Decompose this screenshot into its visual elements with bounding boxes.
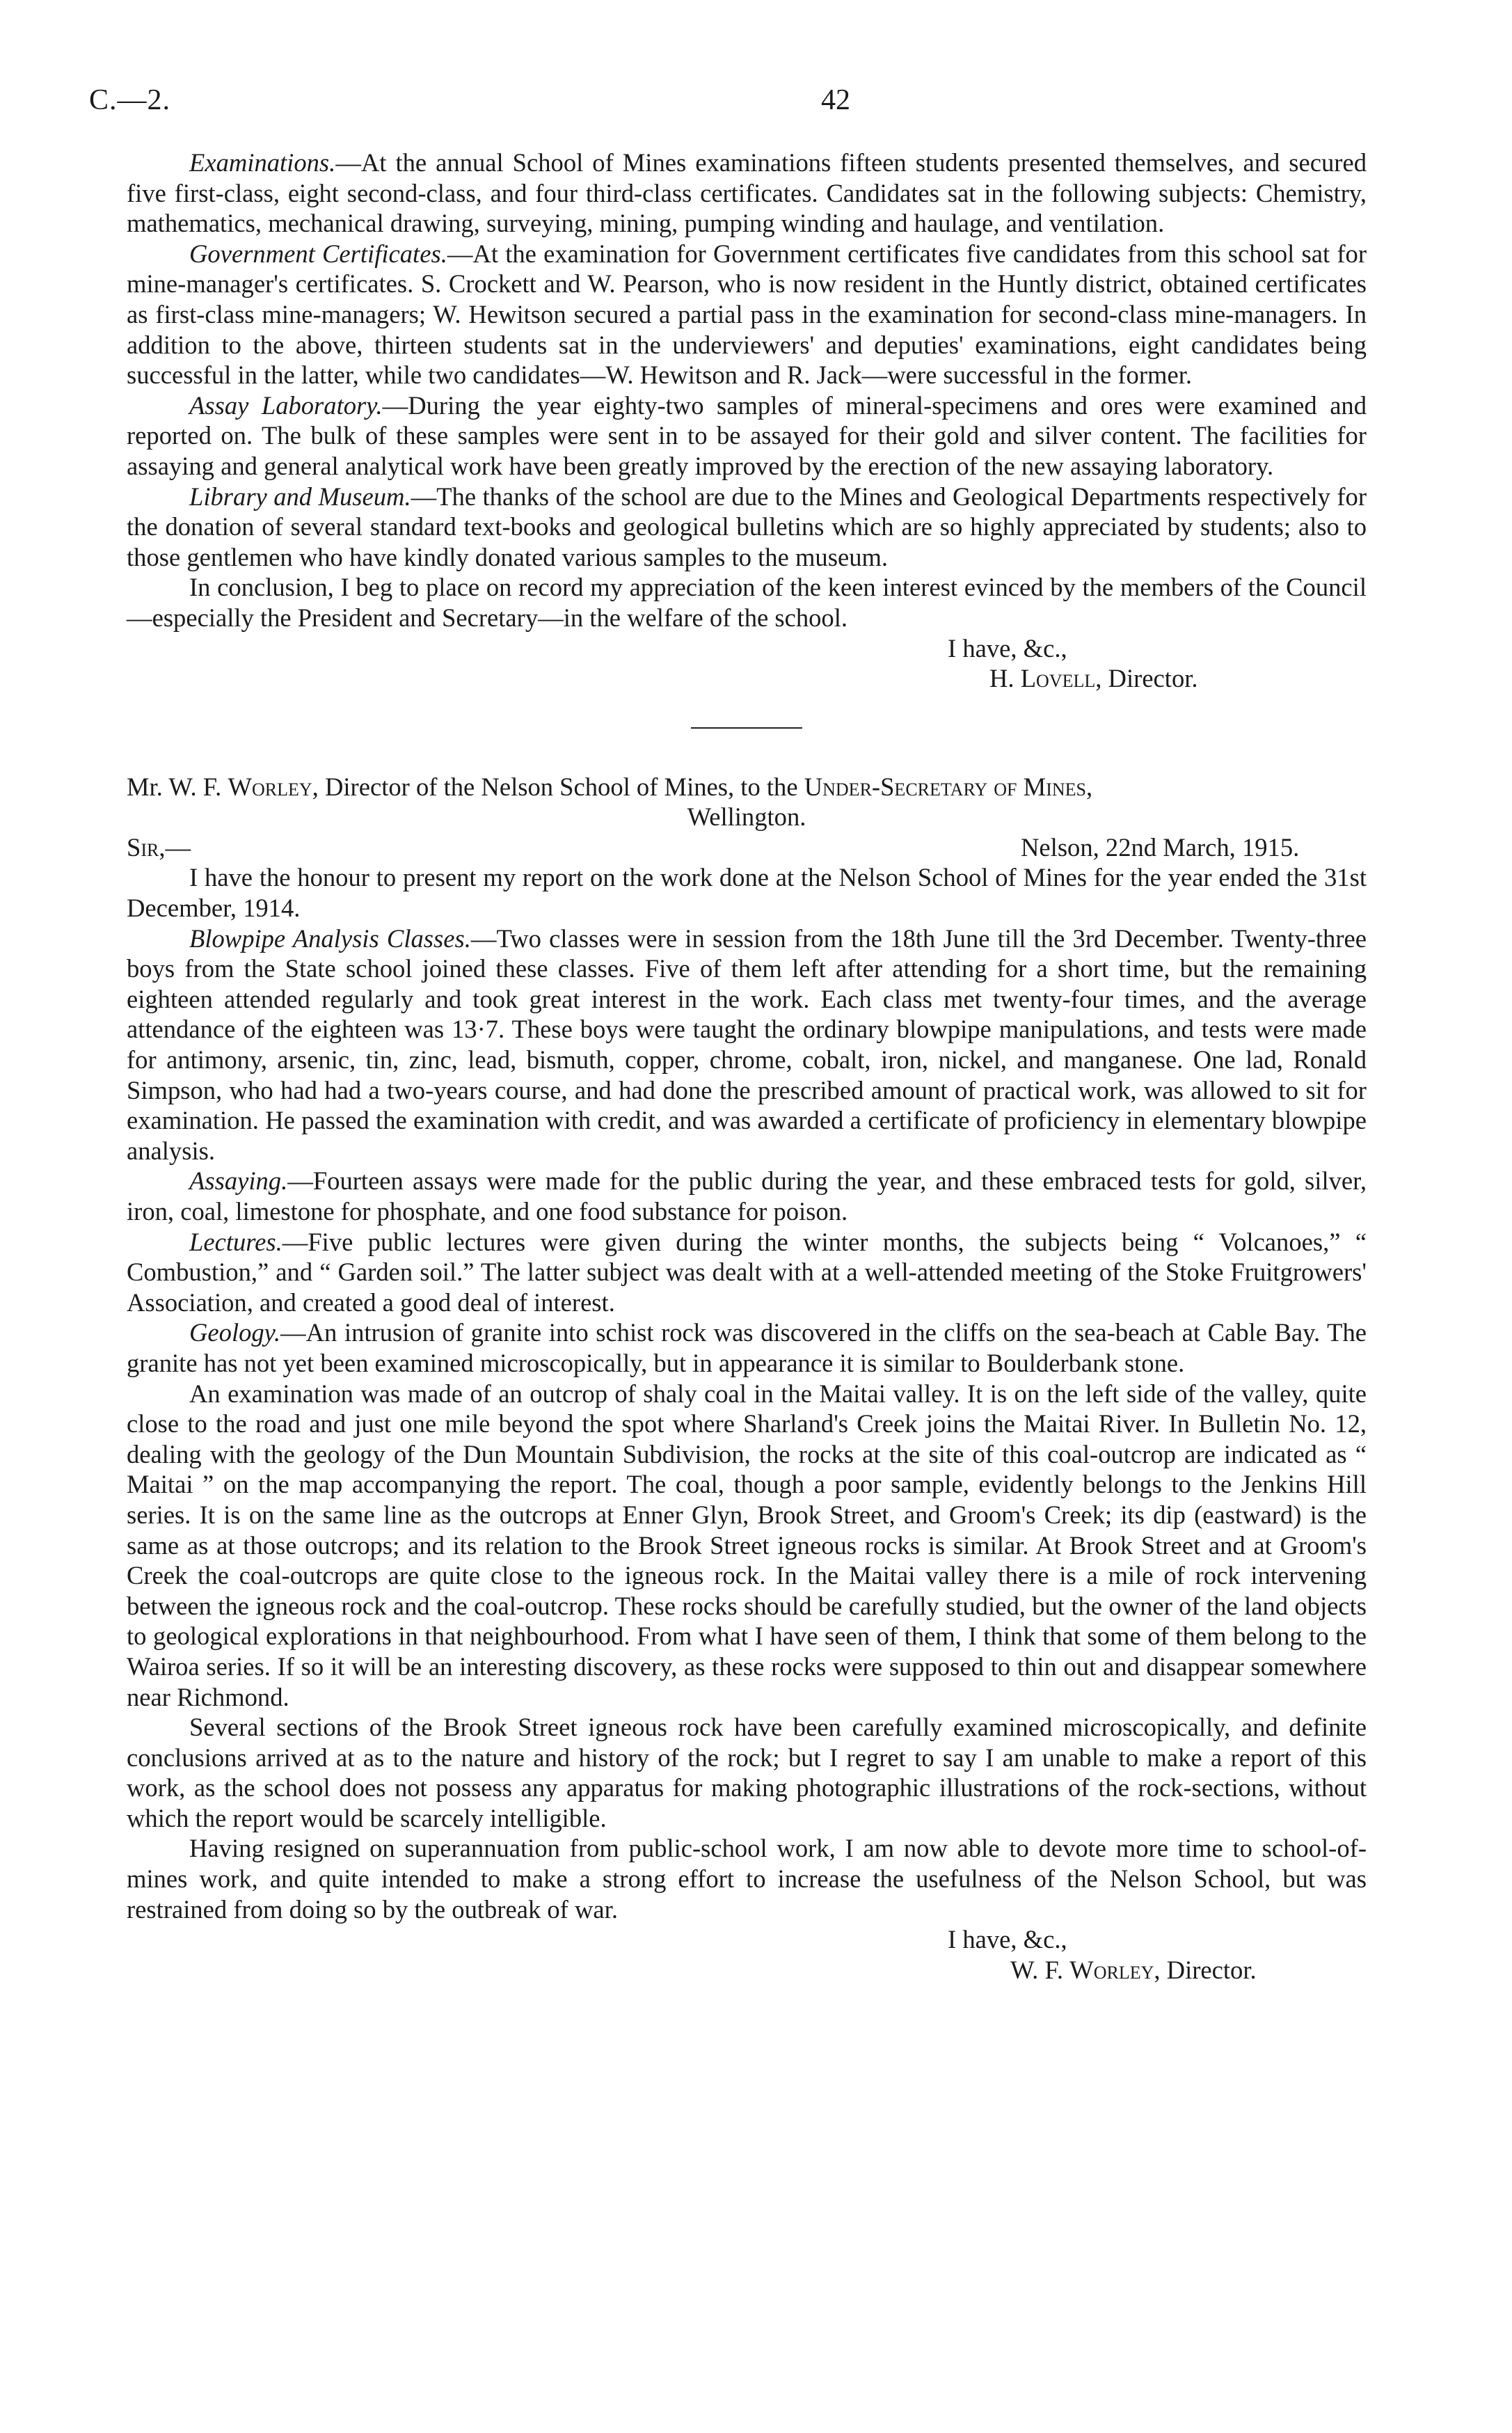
assay-laboratory-heading: Assay Laboratory. <box>189 390 383 420</box>
geology-text: —An intrusion of granite into schist rock was discovered in the cliffs on the sea-beach at Cable Bay. The granite has not yet been examined microscopically, but in appearance it is similar to Boulderbank stone. <box>127 1318 1367 1377</box>
blowpipe-paragraph <box>127 924 1367 1166</box>
assaying-text: —Fourteen assays were made for the public during the year, and these embraced tests for gold, silver, iron, coal, limestone for phosphate, and one food substance for poison. <box>127 1166 1367 1226</box>
address-mid: , Director of the Nelson School of Mines, to the <box>312 772 804 801</box>
worley-signature-initial: W. F. <box>1010 1955 1070 1984</box>
document-reference: C.—2. <box>89 84 171 116</box>
rock-sections-paragraph: Several sections of the Brook Street igneous rock have been carefully examined microscopically, and definite conclusions arrived at as to the nature and history of the rock; but I regret to say I am unable to make a report of this work, as the school does not possess any apparatus for making photographic illustrations of the rock-sections, without which the report would be scarcely intelligible. <box>127 1713 1367 1832</box>
salutation-row <box>127 832 1367 863</box>
place-date: Nelson, 22nd March, 1915. <box>1021 832 1300 862</box>
section-divider <box>691 727 802 729</box>
lovell-signature-initial: H. <box>989 664 1021 693</box>
address-recipient: Under-Secretary of Mines <box>804 772 1086 801</box>
blowpipe-heading: Blowpipe Analysis Classes. <box>189 924 471 953</box>
conclusion-paragraph: In conclusion, I beg to place on record my appreciation of the keen interest evinced by the members of the Council—especially the President and Secretary—in the welfare of the school. <box>127 573 1367 632</box>
examinations-text: —At the annual School of Mines examinations fifteen students presented themselves, and secured five first-class, eight second-class, and four third-class certificates. Candidates sat in the following subjects: Chemistry, mathematics, mechanical drawing, surveying, mining, pumping winding and haulage, and ventilation. <box>127 148 1367 238</box>
geology-heading: Geology. <box>189 1318 281 1347</box>
lovell-signature-title: , Director. <box>1095 664 1198 693</box>
salutation: Sir,— <box>127 832 191 862</box>
address-line <box>127 772 1367 802</box>
lovell-signature-name: Lovell <box>1020 664 1096 693</box>
address-block <box>127 772 1367 832</box>
worley-signature-name: Worley <box>1069 1955 1154 1984</box>
assay-laboratory-text: —During the year eighty-two samples of mineral-specimens and ores were examined and reported on. The bulk of these samples were sent in to be assayed for their gold and silver content. The facilities for assaying and general analytical work have been greatly improved by the erection of the new assaying laboratory. <box>127 390 1367 480</box>
lectures-text: —Five public lectures were given during the winter months, the subjects being “ Volcanoes,” “ Combustion,” and “ Garden soil.” The latter subject was dealt with at a well-attended meeting of the Stoke Fruitgrowers' Association, and created a good deal of interest. <box>127 1227 1367 1317</box>
library-museum-text: —The thanks of the school are due to the Mines and Geological Departments respectively for the donation of several standard text-books and geological bulletins which are so highly appreciated by students; also to those gentlemen who have kindly donated various samples to the museum. <box>127 482 1367 571</box>
worley-signoff <box>127 1924 1367 1985</box>
lovell-signature <box>127 663 1367 694</box>
government-certificates-heading: Government Certificates. <box>189 239 447 268</box>
intro-paragraph: I have the honour to present my report on the work done at the Nelson School of Mines for the year ended the 31st December, 1914. <box>127 863 1367 923</box>
assay-laboratory-paragraph <box>127 390 1367 482</box>
page-header <box>83 75 1406 124</box>
assaying-paragraph <box>127 1166 1367 1226</box>
address-name: Worley <box>228 772 312 801</box>
government-certificates-text: —At the examination for Government certificates five candidates from this school sat for mine-manager's certificates. S. Crockett and W. Pearson, who is now resident in the Huntly district, obtained certificates as first-class mine-managers; W. Hewitson secured a partial pass in the examination for second-class mine-managers. In addition to the above, thirteen students sat in the underviewers' and deputies' examinations, eight candidates being successful in the latter, while two candidates—W. Hewitson and R. Jack—were successful in the former. <box>127 239 1367 390</box>
library-museum-paragraph <box>127 482 1367 573</box>
lovell-signoff <box>127 633 1367 694</box>
coal-outcrop-paragraph: An examination was made of an outcrop of shaly coal in the Maitai valley. It is on the left side of the valley, quite close to the road and just one mile beyond the spot where Sharland's Creek joins the Maitai River. In Bulletin No. 12, dealing with the geology of the Dun Mountain Subdivision, the rocks at the site of this coal-outcrop are indicated as “ Maitai ” on the map accompanying the report. The coal, though a poor sample, evidently belongs to the Jenkins Hill series. It is on the same line as the outcrops at Enner Glyn, Brook Street, and Groom's Creek; its dip (eastward) is the same as at those outcrops; and its relation to the Brook Street igneous rocks is similar. At Brook Street and at Groom's Creek the coal-outcrops are quite close to the igneous rock. In the Maitai valley there is a mile of rock intervening between the igneous rock and the coal-outcrop. These rocks should be carefully studied, but the owner of the land objects to geological explorations in that neighbourhood. From what I have seen of them, I think that some of them belong to the Wairoa series. If so it will be an interesting discovery, as these rocks were supposed to thin out and disappear somewhere near Richmond. <box>127 1379 1367 1711</box>
government-certificates-paragraph <box>127 239 1367 390</box>
resignation-paragraph: Having resigned on superannuation from public-school work, I am now able to devote more time to school-of-mines work, and quite intended to make a strong effort to increase the usefulness of the Nelson School, but was restrained from doing so by the outbreak of war. <box>127 1834 1367 1924</box>
page-number: 42 <box>821 84 850 116</box>
library-museum-heading: Library and Museum. <box>189 482 411 511</box>
worley-signature-title: , Director. <box>1154 1955 1257 1984</box>
worley-signature <box>127 1955 1367 1986</box>
worley-closing: I have, &c., <box>948 1925 1067 1954</box>
lovell-closing: I have, &c., <box>948 633 1067 663</box>
page-body <box>127 148 1367 1985</box>
examinations-heading: Examinations. <box>189 148 336 177</box>
address-suffix: , <box>1085 772 1093 801</box>
blowpipe-text: —Two classes were in session from the 18th June till the 3rd December. Twenty-three boys from the State school joined these classes. Five of them left after attending for a short time, but the remaining eighteen attended regularly and took great interest in the work. Each class met twenty-four times, and the average attendance of the eighteen was 13·7. These boys were taught the ordinary blowpipe manipulations, and tests were made for antimony, arsenic, tin, zinc, lead, bismuth, copper, chrome, cobalt, iron, nickel, and manganese. One lad, Ronald Simpson, who had had a two-years course, and had done the prescribed amount of practical work, was allowed to sit for examination. He passed the examination with credit, and was awarded a certificate of proficiency in elementary blowpipe analysis. <box>127 924 1367 1165</box>
lectures-heading: Lectures. <box>189 1227 282 1256</box>
examinations-paragraph <box>127 148 1367 239</box>
address-prefix: Mr. W. F. <box>127 772 228 801</box>
assaying-heading: Assaying. <box>189 1166 288 1196</box>
address-city: Wellington. <box>687 802 806 832</box>
geology-paragraph <box>127 1317 1367 1378</box>
lectures-paragraph <box>127 1227 1367 1318</box>
